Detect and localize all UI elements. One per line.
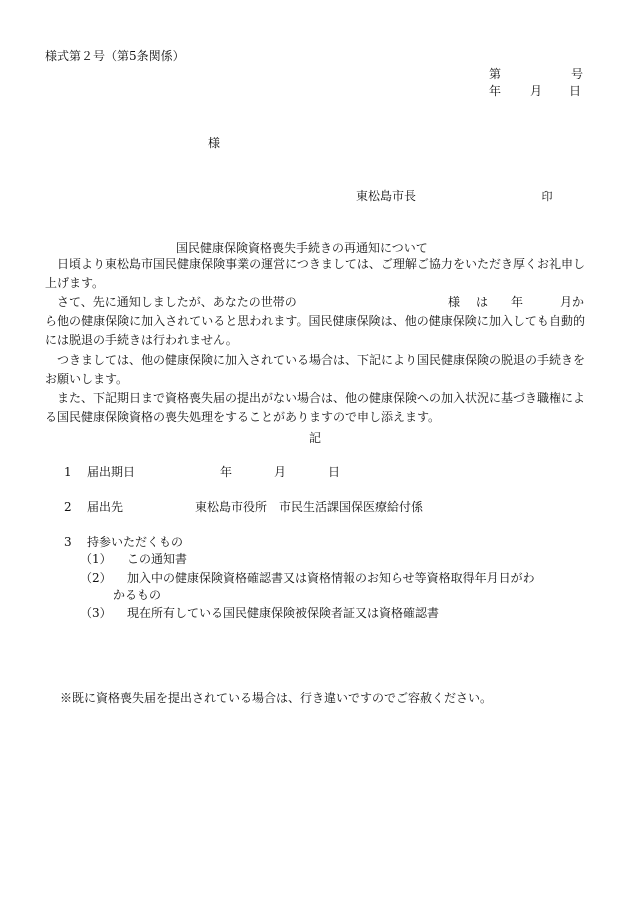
- body-p2-start: さて、先に通知しましたが、あなたの世帯の: [57, 295, 297, 309]
- body-paragraph-3: つきましては、他の健康保険に加入されている場合は、下記により国民健康保険の脱退の手続きをお願いします。: [45, 353, 586, 386]
- date-day: 日: [569, 84, 582, 98]
- sub-item-3-number: （3）: [80, 606, 112, 620]
- body-paragraph-1: 日頃より東松島市国民健康保険事業の運営につきましては、ご理解ご協力をいただき厚くお礼申し上げます。: [45, 257, 585, 290]
- doc-number-prefix: 第: [489, 67, 502, 81]
- item-2-label: 届出先: [87, 500, 124, 514]
- sub-item-2-text-line1: 加入中の健康保険資格確認書又は資格情報のお知らせ等資格取得年月日がわ: [127, 571, 535, 585]
- body-p2-month: 月か: [560, 295, 585, 309]
- item-2-value: 東松島市役所 市民生活課国保医療給付係: [195, 500, 424, 514]
- sub-item-2-text-line2: かるもの: [113, 588, 162, 602]
- date-year: 年: [489, 84, 502, 98]
- sub-item-3-text: 現在所有している国民健康保険被保険者証又は資格確認書: [127, 606, 440, 620]
- item-1-label: 届出期日: [87, 465, 136, 479]
- body-p2-year: 年: [511, 295, 524, 309]
- footer-note: ※既に資格喪失届を提出されている場合は、行き違いですのでご容赦ください。: [60, 691, 493, 705]
- date-month: 月: [530, 84, 543, 98]
- doc-number-suffix: 号: [571, 67, 584, 81]
- sub-item-1-number: （1）: [80, 552, 112, 566]
- ki-heading: 記: [309, 431, 322, 445]
- sub-item-2-number: （2）: [80, 571, 112, 585]
- addressee-honorific: 様: [208, 136, 221, 150]
- item-3-label: 持参いただくもの: [87, 535, 184, 549]
- item-1-day: 日: [328, 465, 341, 479]
- item-1-number: 1: [64, 465, 72, 479]
- body-p2-wa: は: [476, 295, 489, 309]
- sender-name: 東松島市長: [356, 189, 417, 203]
- seal-mark: 印: [541, 190, 553, 203]
- document-title: 国民健康保険資格喪失手続きの再通知について: [176, 241, 428, 255]
- body-p2-sama: 様: [448, 295, 461, 309]
- item-1-year: 年: [220, 465, 233, 479]
- item-3-number: 3: [64, 535, 72, 549]
- sub-item-1-text: この通知書: [127, 552, 188, 566]
- body-paragraph-4: また、下記期日まで資格喪失届の提出がない場合は、他の健康保険への加入状況に基づき職権による国民健康保険資格の喪失処理をすることがありますので申し添えます。: [45, 391, 586, 424]
- item-2-number: 2: [64, 500, 72, 514]
- body-paragraph-2-cont: ら他の健康保険に加入されていると思われます。国民健康保険は、他の健康保険に加入しても自動的には脱退の手続きは行われません。: [45, 314, 585, 347]
- item-1-month: 月: [274, 465, 287, 479]
- form-number: 様式第２号（第5条関係）: [45, 49, 185, 63]
